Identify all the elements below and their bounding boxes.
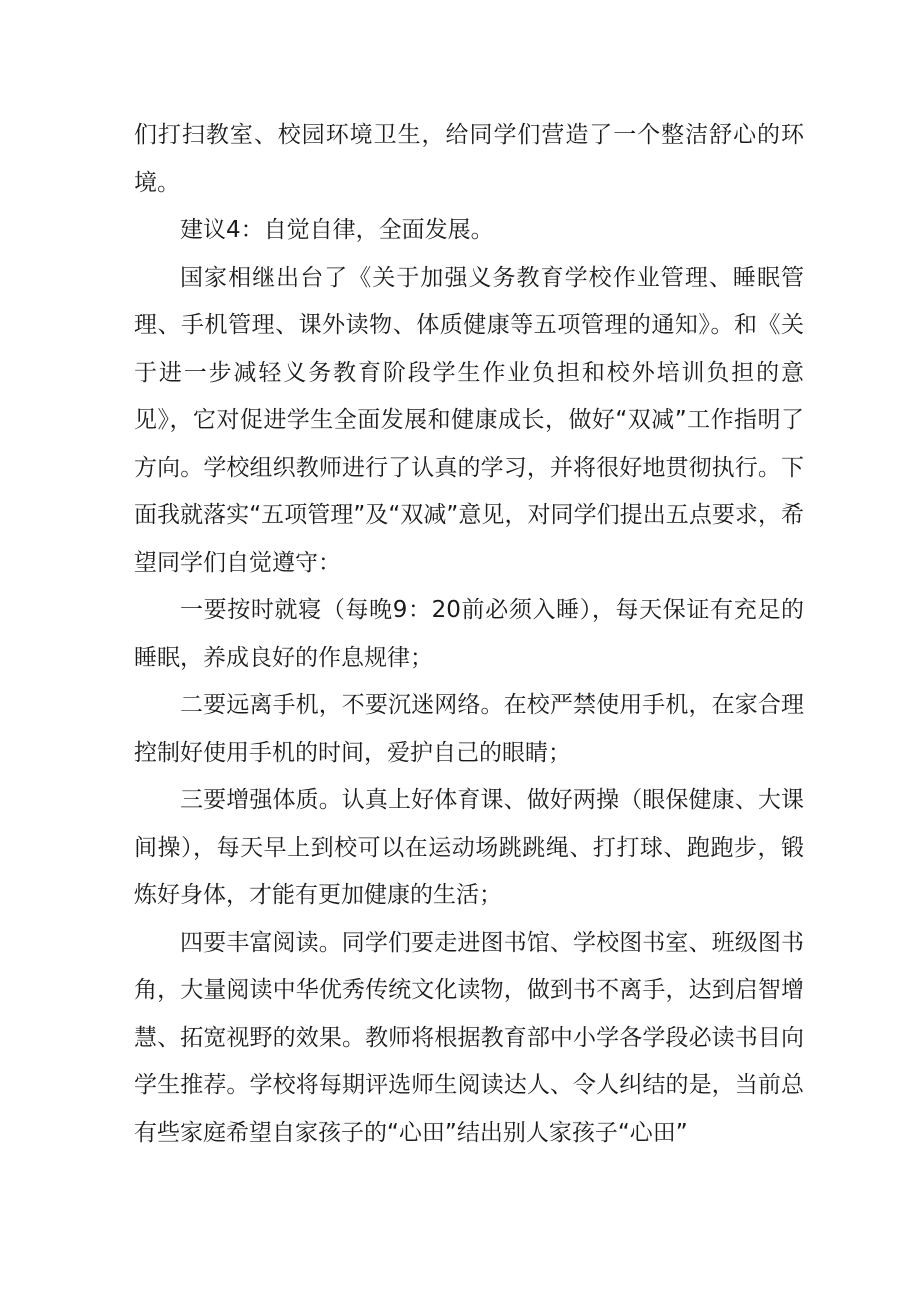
paragraph-requirement-reading: 四要丰富阅读。同学们要走进图书馆、学校图书室、班级图书角，大量阅读中华优秀传统文化读物，做到书不离手，达到启智增慧、拓宽视野的效果。教师将根据教育部中小学各学段必读书目向学生推荐。学校将每期评选师生阅读达人、令人纠结的是，当前总有些家庭希望自家孩子的“心田”结出别人家孩子“心田” [134, 929, 804, 1146]
paragraph-suggestion-heading: 建议4：自觉自律，全面发展。 [180, 217, 494, 243]
paragraph-continuation: 们打扫教室、校园环境卫生，给同学们营造了一个整洁舒心的环境。 [134, 122, 804, 196]
paragraph-requirement-phone: 二要远离手机，不要沉迷网络。在校严禁使用手机，在家合理控制好使用手机的时间，爱护自己的眼睛； [134, 692, 804, 766]
paragraph-requirement-fitness: 三要增强体质。认真上好体育课、做好两操（眼保健康、大课间操），每天早上到校可以在运动场跳跳绳、打打球、跑跑步，锻炼好身体，才能有更加健康的生活； [134, 787, 804, 908]
paragraph-requirement-sleep: 一要按时就寝（每晚9：20前必须入睡），每天保证有充足的睡眠，养成良好的作息规律； [134, 597, 804, 671]
document-body [134, 112, 804, 1157]
paragraph-policy: 国家相继出台了《关于加强义务教育学校作业管理、睡眠管理、手机管理、课外读物、体质健康等五项管理的通知》。和《关于进一步减轻义务教育阶段学生作业负担和校外培训负担的意见》，它对促进学生全面发展和健康成长，做好“双减”工作指明了方向。学校组织教师进行了认真的学习，并将很好地贯彻执行。下面我就落实“五项管理”及“双减”意见，对同学们提出五点要求，希望同学们自觉遵守： [134, 264, 804, 576]
